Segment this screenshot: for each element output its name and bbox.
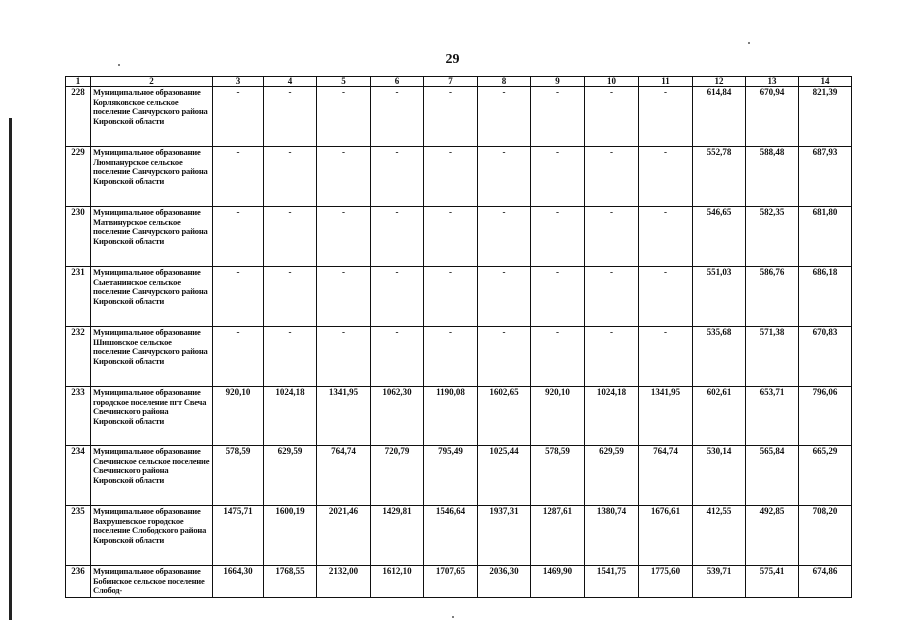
value-cell: - [531, 327, 585, 387]
value-cell: 795,49 [424, 446, 478, 506]
value-cell: 535,68 [693, 327, 746, 387]
scan-margin-bar [9, 118, 12, 620]
column-header: 11 [639, 77, 693, 87]
value-cell: - [371, 147, 424, 207]
table-body [66, 87, 852, 598]
value-cell: - [531, 87, 585, 147]
value-cell: - [264, 207, 317, 267]
value-cell: 653,71 [746, 387, 799, 446]
value-cell: - [213, 267, 264, 327]
scan-speck [452, 616, 454, 618]
table-row [66, 566, 852, 598]
value-cell: - [585, 87, 639, 147]
value-cell: - [478, 327, 531, 387]
value-cell: 1341,95 [639, 387, 693, 446]
value-cell: 670,94 [746, 87, 799, 147]
municipality-name: Муниципальное образование Матвинурское сельское поселение Санчурского района Кировской области [91, 207, 213, 267]
column-header: 7 [424, 77, 478, 87]
value-cell: - [424, 147, 478, 207]
value-cell: 1707,65 [424, 566, 478, 598]
value-cell: - [371, 267, 424, 327]
scan-speck [748, 42, 750, 44]
row-number: 233 [66, 387, 91, 446]
column-header: 13 [746, 77, 799, 87]
table-row [66, 387, 852, 446]
value-cell: - [213, 147, 264, 207]
value-cell: 1429,81 [371, 506, 424, 566]
value-cell: 1768,55 [264, 566, 317, 598]
value-cell: 1600,19 [264, 506, 317, 566]
value-cell: 2132,00 [317, 566, 371, 598]
value-cell: 546,65 [693, 207, 746, 267]
row-number: 230 [66, 207, 91, 267]
value-cell: 565,84 [746, 446, 799, 506]
table-row [66, 446, 852, 506]
value-cell: 578,59 [213, 446, 264, 506]
value-cell: 551,03 [693, 267, 746, 327]
value-cell: 530,14 [693, 446, 746, 506]
value-cell: - [585, 267, 639, 327]
municipality-name: Муниципальное образование Люмпанурское сельское поселение Санчурского района Кировской области [91, 147, 213, 207]
value-cell: 582,35 [746, 207, 799, 267]
value-cell: - [317, 207, 371, 267]
column-header: 8 [478, 77, 531, 87]
value-cell: 1380,74 [585, 506, 639, 566]
value-cell: 1062,30 [371, 387, 424, 446]
value-cell: 920,10 [213, 387, 264, 446]
value-cell: 764,74 [639, 446, 693, 506]
value-cell: 708,20 [799, 506, 852, 566]
table-row [66, 267, 852, 327]
value-cell: 614,84 [693, 87, 746, 147]
value-cell: 821,39 [799, 87, 852, 147]
value-cell: 629,59 [264, 446, 317, 506]
value-cell: - [478, 207, 531, 267]
value-cell: - [424, 87, 478, 147]
value-cell: - [371, 87, 424, 147]
value-cell: 492,85 [746, 506, 799, 566]
table-row [66, 87, 852, 147]
value-cell: 674,86 [799, 566, 852, 598]
table-row [66, 207, 852, 267]
table-row [66, 327, 852, 387]
page-number: 29 [445, 52, 460, 67]
value-cell: - [424, 207, 478, 267]
value-cell: 412,55 [693, 506, 746, 566]
value-cell: - [585, 207, 639, 267]
value-cell: - [639, 327, 693, 387]
value-cell: - [264, 87, 317, 147]
value-cell: 1469,90 [531, 566, 585, 598]
column-header: 5 [317, 77, 371, 87]
value-cell: 539,71 [693, 566, 746, 598]
value-cell: 920,10 [531, 387, 585, 446]
value-cell: - [371, 207, 424, 267]
value-cell: - [639, 147, 693, 207]
value-cell: - [424, 267, 478, 327]
municipality-name: Муниципальное образование Шишовское сельское поселение Санчурского района Кировской области [91, 327, 213, 387]
municipality-name: Муниципальное образование Сыетанинское сельское поселение Санчурского района Кировской области [91, 267, 213, 327]
value-cell: 552,78 [693, 147, 746, 207]
value-cell: - [213, 207, 264, 267]
row-number: 232 [66, 327, 91, 387]
column-header: 9 [531, 77, 585, 87]
value-cell: - [639, 267, 693, 327]
value-cell: 670,83 [799, 327, 852, 387]
column-header: 10 [585, 77, 639, 87]
value-cell: - [264, 327, 317, 387]
column-header: 3 [213, 77, 264, 87]
value-cell: 1937,31 [478, 506, 531, 566]
value-cell: 2021,46 [317, 506, 371, 566]
value-cell: 1475,71 [213, 506, 264, 566]
value-cell: - [478, 267, 531, 327]
value-cell: 588,48 [746, 147, 799, 207]
value-cell: 1546,64 [424, 506, 478, 566]
value-cell: 586,76 [746, 267, 799, 327]
value-cell: - [424, 327, 478, 387]
value-cell: 686,18 [799, 267, 852, 327]
value-cell: 2036,30 [478, 566, 531, 598]
value-cell: - [585, 327, 639, 387]
column-header: 1 [66, 77, 91, 87]
value-cell: 1602,65 [478, 387, 531, 446]
value-cell: - [639, 87, 693, 147]
value-cell: 571,38 [746, 327, 799, 387]
value-cell: 1025,44 [478, 446, 531, 506]
municipality-name: Муниципальное образование Бобинское сельское поселение Слобод- [91, 566, 213, 598]
municipality-name: Муниципальное образование Свечинское сельское поселение Свечинского района Кировской области [91, 446, 213, 506]
column-header: 2 [91, 77, 213, 87]
value-cell: - [531, 147, 585, 207]
value-cell: 1190,08 [424, 387, 478, 446]
value-cell: - [213, 87, 264, 147]
data-table [65, 76, 852, 598]
header-row [66, 77, 852, 87]
value-cell: - [478, 147, 531, 207]
value-cell: - [317, 87, 371, 147]
value-cell: 687,93 [799, 147, 852, 207]
column-header: 14 [799, 77, 852, 87]
value-cell: 578,59 [531, 446, 585, 506]
value-cell: 1341,95 [317, 387, 371, 446]
table-header [66, 77, 852, 87]
column-header: 12 [693, 77, 746, 87]
row-number: 236 [66, 566, 91, 598]
value-cell: - [585, 147, 639, 207]
value-cell: - [213, 327, 264, 387]
table-row [66, 506, 852, 566]
value-cell: 1287,61 [531, 506, 585, 566]
value-cell: 720,79 [371, 446, 424, 506]
column-header: 6 [371, 77, 424, 87]
row-number: 229 [66, 147, 91, 207]
value-cell: 1664,30 [213, 566, 264, 598]
value-cell: 764,74 [317, 446, 371, 506]
value-cell: - [317, 267, 371, 327]
value-cell: 1775,60 [639, 566, 693, 598]
value-cell: 1612,10 [371, 566, 424, 598]
value-cell: - [317, 327, 371, 387]
row-number: 231 [66, 267, 91, 327]
row-number: 228 [66, 87, 91, 147]
value-cell: - [531, 207, 585, 267]
value-cell: - [639, 207, 693, 267]
value-cell: 1676,61 [639, 506, 693, 566]
column-header: 4 [264, 77, 317, 87]
row-number: 234 [66, 446, 91, 506]
value-cell: - [264, 147, 317, 207]
value-cell: 665,29 [799, 446, 852, 506]
value-cell: 602,61 [693, 387, 746, 446]
value-cell: 1541,75 [585, 566, 639, 598]
table-row [66, 147, 852, 207]
value-cell: - [371, 327, 424, 387]
value-cell: 681,80 [799, 207, 852, 267]
value-cell: - [531, 267, 585, 327]
value-cell: 1024,18 [585, 387, 639, 446]
value-cell: 629,59 [585, 446, 639, 506]
value-cell: - [478, 87, 531, 147]
value-cell: - [264, 267, 317, 327]
municipality-name: Муниципальное образование Корляковское сельское поселение Санчурского района Кировской области [91, 87, 213, 147]
value-cell: - [317, 147, 371, 207]
row-number: 235 [66, 506, 91, 566]
municipality-name: Муниципальное образование Вахрушевское городское поселение Слободского района Кировской области [91, 506, 213, 566]
value-cell: 1024,18 [264, 387, 317, 446]
municipality-name: Муниципальное образование городское поселение пгт Свеча Свечинского района Кировской области [91, 387, 213, 446]
value-cell: 575,41 [746, 566, 799, 598]
value-cell: 796,06 [799, 387, 852, 446]
